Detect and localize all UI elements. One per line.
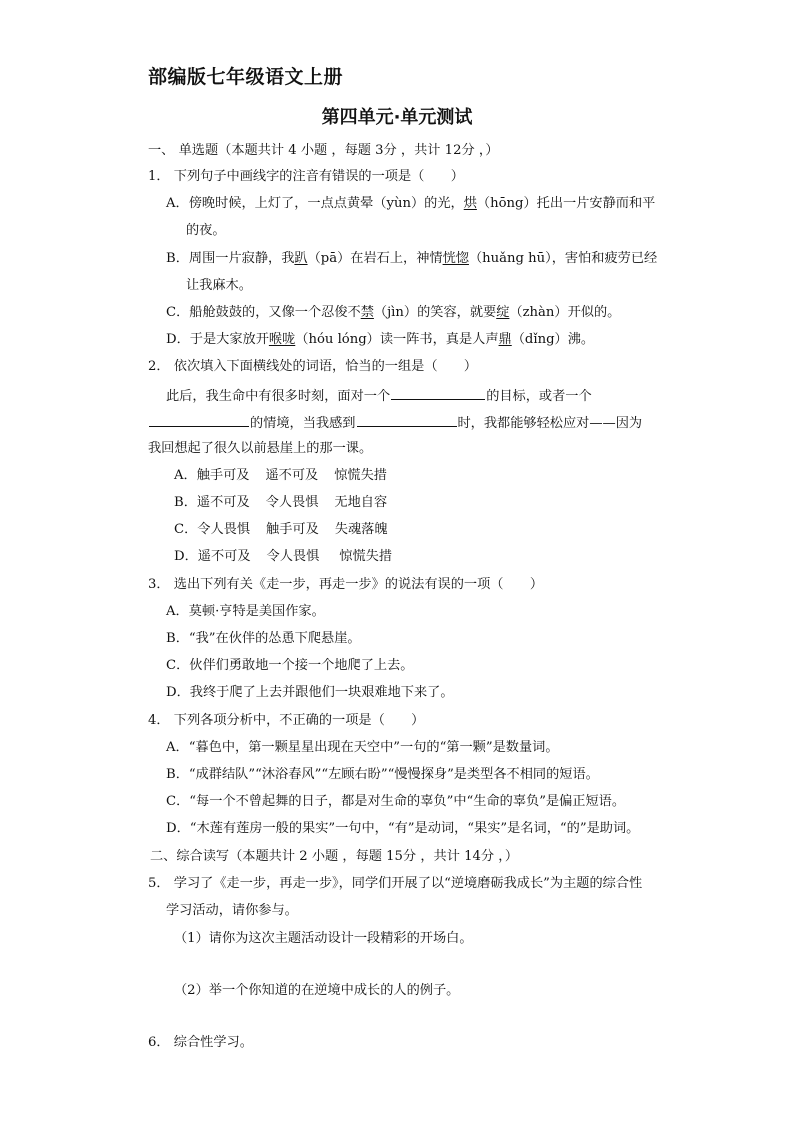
document-title: 部编版七年级语文上册: [148, 66, 344, 88]
q2-a-word3: 惊慌失措: [334, 468, 387, 483]
q1-d-underlined-2: 鼎: [498, 332, 512, 347]
q1-c-mid: （jìn）的笑容，就要: [373, 305, 497, 320]
q2-passage-line1: [166, 386, 592, 406]
q1-option-d: [166, 331, 594, 349]
q5-line2: 学习活动，请你参与。: [166, 903, 298, 918]
q1-c-underlined-2: 绽: [496, 305, 510, 320]
q1-b-pre: B．周围一片寂静，我: [166, 251, 295, 266]
q2-passage-line2: [148, 413, 642, 433]
q1-option-c: [166, 304, 620, 322]
q4-option-c: C．“每一个不曾起舞的日子，都是对生命的辜负”中“生命的辜负”是偏正短语。: [166, 794, 626, 809]
q2-d-label: D．: [174, 549, 198, 564]
q1-c-pre: C．船舱鼓鼓的，又像一个忍俊不: [166, 305, 361, 320]
q2-option-d: [174, 548, 392, 566]
q1-b-post: （huǎng hū），害怕和疲劳已经: [468, 251, 658, 266]
q3-stem: 3． 选出下列有关《走一步，再走一步》的说法有误的一项（ ）: [148, 577, 544, 592]
q1-d-pre: D．于是大家放开: [166, 332, 269, 347]
q2-option-a: [174, 467, 387, 485]
q3-option-c: C．伙伴们勇敢地一个接一个地爬了上去。: [166, 658, 414, 673]
q6-line1: 6． 综合性学习。: [148, 1035, 253, 1050]
q2-c-word2: 触手可及: [266, 522, 319, 537]
q1-c-post: （zhàn）开似的。: [509, 305, 621, 320]
q2-c-word3: 失魂落魄: [334, 522, 388, 537]
q3-option-b: B．“我”在伙伴的怂恿下爬悬崖。: [166, 631, 361, 646]
q1-b-continuation: 让我麻木。: [186, 278, 252, 293]
q1-option-a: [166, 195, 655, 213]
q2-a-word1: 触手可及: [196, 468, 250, 483]
q1-a-post: （hōng）托出一片安静而和平: [476, 196, 656, 211]
q4-option-a: A．“暮色中，第一颗星星出现在天空中”一句的“第一颗”是数量词。: [166, 740, 559, 755]
section2-heading: 二、综合读写（本题共计 2 小题 ，每题 15分 ，共计 14分 ，）: [150, 849, 519, 864]
q2-c-word1: 令人畏惧: [197, 522, 251, 537]
q1-b-underlined-2: 恍惚: [442, 251, 469, 266]
q2-c-label: C．: [174, 522, 198, 537]
q1-c-underlined-1: 禁: [360, 305, 374, 320]
q2-b-word1: 遥不可及: [196, 495, 250, 510]
q2-b-word2: 令人畏惧: [265, 495, 319, 510]
q2-option-c: [174, 521, 388, 539]
q1-b-mid: （pā）在岩石上，神情: [307, 251, 443, 266]
q1-option-b: [166, 250, 657, 268]
q1-d-post: （dǐng）沸。: [511, 332, 595, 347]
q1-stem: 1． 下列句子中画线字的注音有错误的一项是（ ）: [148, 169, 464, 184]
q2-a-label: A．: [174, 468, 197, 483]
q3-option-d: D．我终于爬了上去并跟他们一块艰难地下来了。: [166, 685, 454, 700]
unit-test-title: 第四单元·单元测试: [321, 107, 473, 128]
q1-a-pre: A．傍晚时候，上灯了，一点点黄晕（yùn）的光，: [166, 196, 464, 211]
q2-p2b: 时，我都能够轻松应对——因为: [457, 416, 643, 431]
q2-option-b: [174, 494, 387, 512]
q1-d-mid: （hóu lóng）读一阵书，真是人声: [295, 332, 499, 347]
q2-p2a: 的情境，当我感到: [250, 416, 356, 431]
q5-sub1: （1）请你为这次主题活动设计一段精彩的开场白。: [174, 931, 473, 946]
q4-stem: 4． 下列各项分析中，不正确的一项是（ ）: [148, 713, 425, 728]
q2-d-word1: 遥不可及: [197, 549, 251, 564]
q2-p1a: 此后，我生命中有很多时刻，面对一个: [166, 389, 391, 404]
q2-b-word3: 无地自容: [334, 495, 388, 510]
q2-a-word2: 遥不可及: [265, 468, 319, 483]
q5-line1: 5． 学习了《走一步，再走一步》，同学们开展了以“逆境磨砺我成长”为主题的综合性: [148, 876, 643, 891]
q1-a-continuation: 的夜。: [186, 223, 226, 238]
q2-blank-2[interactable]: [149, 413, 249, 427]
q1-b-underlined-1: 趴: [294, 251, 308, 266]
q2-blank-1[interactable]: [391, 386, 485, 400]
q3-option-a: A．莫顿·亨特是美国作家。: [166, 604, 325, 619]
q1-a-underlined: 烘: [463, 196, 477, 211]
q5-sub2: （2）举一个你知道的在逆境中成长的人的例子。: [174, 983, 460, 998]
q1-d-underlined-1: 喉咙: [268, 332, 296, 347]
q2-b-label: B．: [174, 495, 197, 510]
q2-blank-3[interactable]: [357, 413, 457, 427]
q2-d-word3: 惊慌失措: [339, 549, 393, 564]
q2-d-word2: 令人畏惧: [266, 549, 320, 564]
q4-option-d: D．“木莲有莲房一般的果实”一句中，“有”是动词，“果实”是名词，“的”是助词。: [166, 821, 640, 836]
section1-heading: 一、 单选题（本题共计 4 小题 ，每题 3分 ，共计 12分 ，）: [148, 143, 499, 158]
q4-option-b: B．“成群结队”“沐浴春风”“左顾右盼”“慢慢探身”是类型各不相同的短语。: [166, 767, 599, 782]
q2-passage-line3: 我回想起了很久以前悬崖上的那一课。: [148, 441, 373, 456]
q2-stem: 2． 依次填入下面横线处的词语，恰当的一组是（ ）: [148, 359, 478, 374]
q2-p1b: 的目标，或者一个: [486, 389, 592, 404]
